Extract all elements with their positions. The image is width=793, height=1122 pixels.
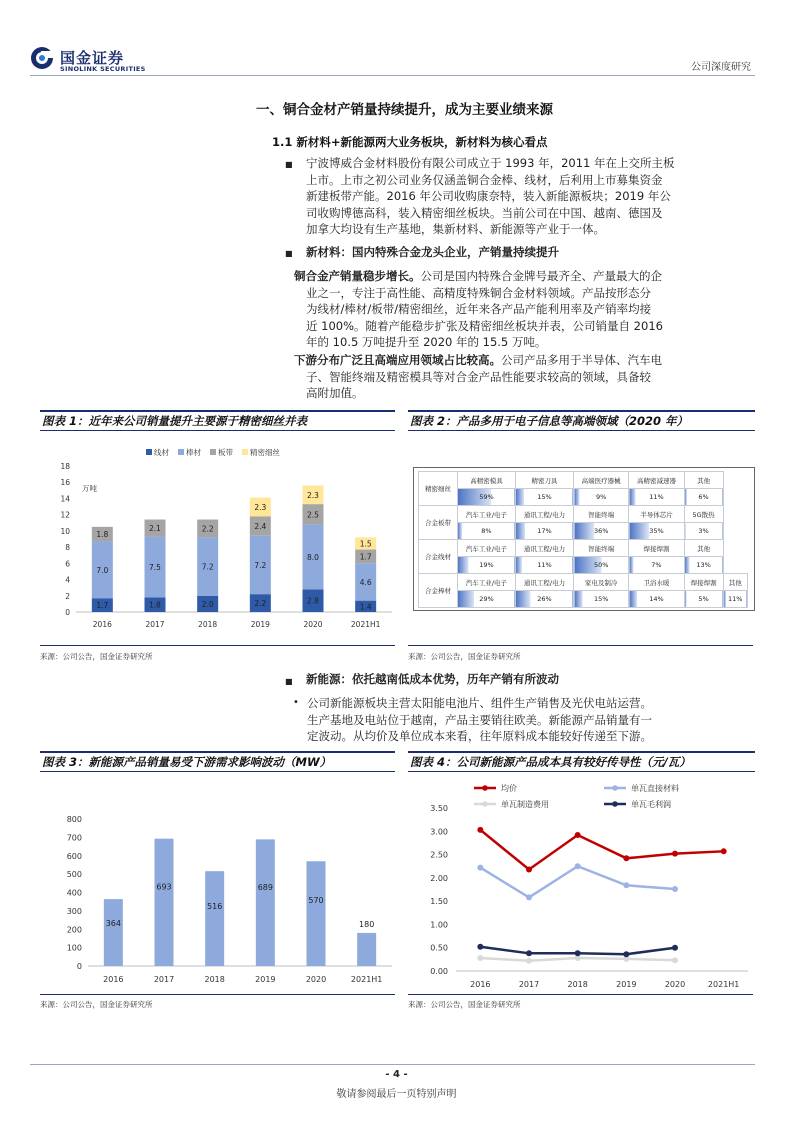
figure-2-source: 来源：公司公告，国金证券研究所 — [408, 652, 521, 661]
share-cell: 6% — [684, 489, 723, 506]
legend-marker — [612, 785, 618, 791]
share-cell: 19% — [457, 557, 515, 574]
intro-line: 新建板带产能。2016 年公司收购康奈特，装入新能源板块；2019 年公 — [306, 189, 671, 204]
application-cell: 通讯工程/电力 — [515, 574, 573, 591]
page-number: - 4 - — [385, 1069, 408, 1080]
application-cell: 高端医疗器械 — [574, 472, 629, 489]
data-label: 7.0 — [96, 565, 109, 575]
application-cell: 通讯工程/电力 — [515, 540, 573, 557]
data-point — [526, 894, 532, 900]
newenergy-heading: 新能源：依托越南低成本优势，历年产销有所波动 — [306, 672, 559, 686]
legend-swatch — [242, 449, 248, 455]
intro-line: 司收购博德高科，装入精密细丝板块。当前公司在中国、越南、德国及 — [306, 205, 663, 220]
x-tick-label: 2019 — [250, 620, 270, 629]
data-point — [575, 950, 581, 956]
data-label: 693 — [156, 882, 172, 892]
data-point — [672, 851, 678, 857]
application-cell: 其他 — [684, 540, 723, 557]
bar — [307, 861, 326, 966]
x-tick-label: 2018 — [567, 980, 588, 989]
data-label: 1.8 — [96, 530, 109, 540]
figure-1-title: 图表 1：近年来公司销量提升主要源于精密细丝并表 — [40, 410, 395, 431]
data-point — [575, 863, 581, 869]
header-divider — [30, 75, 755, 76]
figure-3-chart — [40, 800, 395, 992]
x-tick-label: 2021H1 — [350, 620, 381, 629]
y-tick-label: 0.00 — [430, 967, 448, 976]
data-point — [721, 848, 727, 854]
x-tick-label: 2020 — [305, 975, 327, 984]
y-tick-label: 0.50 — [430, 943, 448, 953]
y-tick-label: 100 — [66, 943, 82, 953]
y-tick-label: 2.50 — [430, 850, 448, 860]
data-label: 2.4 — [254, 522, 267, 532]
data-label: 1.8 — [149, 600, 161, 610]
data-point — [526, 950, 532, 956]
logo-icon — [30, 45, 54, 71]
data-label: 2.2 — [254, 599, 267, 609]
bullet-icon: ■ — [285, 249, 293, 258]
legend-swatch — [178, 449, 184, 455]
subsection-title: 1.1 新材料+新能源两大业务板块，新材料为核心看点 — [272, 135, 548, 149]
share-cell: 26% — [515, 591, 573, 608]
share-cell: 50% — [574, 557, 629, 574]
y-tick-label: 12 — [60, 510, 70, 520]
paragraph-downstream: 下游分布广泛且高端应用领域占比较高。公司产品多用于半导体、汽车电 子、智能终端及精密模具等对合金产品性能要求较高的领域，具备较 高附加值。 — [294, 353, 662, 401]
share-cell: 14% — [629, 591, 684, 608]
paragraph-sales-growth: 铜合金产销量稳步增长。公司是国内特殊合金牌号最齐全、产量最大的企 业之一，专注于高性能、高精度特殊铜合金材料领域。产品按形态分 为线材/棒材/板带/精密细丝，近年来各产品产能利用率及产销率均接 近 100%。随着产能稳步扩张及精密细丝板块并表，公司销量自 2016 年的 10.5 万吨提升至 2020 年的 15.5 万吨。 — [294, 269, 663, 350]
x-tick-label: 2016 — [92, 620, 112, 629]
share-cell: 9% — [574, 489, 629, 506]
intro-line: 宁波博威合金材料股份有限公司成立于 1993 年，2011 年在上交所主板 — [306, 156, 675, 170]
bar — [155, 839, 174, 966]
application-cell: 5G散热 — [684, 506, 723, 523]
y-tick-label: 600 — [66, 851, 82, 861]
figure-2-table-frame — [413, 467, 755, 611]
share-cell: 11% — [723, 591, 747, 608]
data-label: 1.4 — [359, 602, 372, 612]
bullet-icon: ■ — [285, 160, 293, 169]
y-tick-label: 8 — [65, 543, 70, 553]
legend-label: 单瓦毛利润 — [631, 800, 671, 809]
application-cell: 汽车工业/电子 — [457, 506, 515, 523]
y-tick-label: 16 — [60, 478, 70, 488]
share-cell: 17% — [515, 523, 573, 540]
y-tick-label: 300 — [66, 906, 82, 916]
data-label: 4.6 — [359, 577, 372, 587]
share-cell: 11% — [515, 557, 573, 574]
data-label: 7.2 — [254, 560, 267, 570]
data-label: 8.0 — [307, 552, 319, 562]
data-point — [672, 886, 678, 892]
application-cell: 半导体芯片 — [629, 506, 684, 523]
data-point — [623, 855, 629, 861]
data-label: 2.8 — [307, 596, 319, 606]
data-point — [575, 832, 581, 838]
paragraph-new-energy: 公司新能源板块主营太阳能电池片、组件生产销售及光伏电站运营。 生产基地及电站位于越南，产品主要销往欧美。新能源产品销量有一 定波动。从均价及单位成本来看，往年原料成本能较好传递至下游。 — [307, 696, 652, 744]
legend-swatch — [210, 449, 216, 455]
legend-marker — [612, 801, 618, 807]
y-tick-label: 3.50 — [430, 804, 448, 813]
application-cell: 焊接焊割 — [684, 574, 723, 591]
data-label: 364 — [105, 918, 121, 928]
figure-1-source-divider — [40, 645, 395, 646]
application-cell: 智能终端 — [574, 506, 629, 523]
figure-1-source: 来源：公司公告，国金证券研究所 — [40, 652, 153, 661]
share-cell: 5% — [684, 591, 723, 608]
legend-label: 棒材 — [186, 448, 201, 457]
x-tick-label: 2019 — [255, 975, 276, 984]
legend-label: 单瓦制造费用 — [501, 800, 549, 809]
application-cell: 智能终端 — [574, 540, 629, 557]
data-label: 2.2 — [201, 524, 214, 534]
data-label: 180 — [359, 919, 375, 929]
legend-label: 线材 — [154, 448, 169, 457]
application-cell: 卫浴水暖 — [629, 574, 684, 591]
data-label: 1.7 — [359, 552, 372, 562]
x-tick-label: 2021H1 — [707, 980, 740, 989]
data-point — [623, 882, 629, 888]
figure-3-source-divider — [40, 994, 395, 995]
product-cell: 精密细丝 — [419, 472, 458, 506]
share-cell: 8% — [457, 523, 515, 540]
y-tick-label: 18 — [60, 462, 70, 471]
share-cell: 35% — [629, 523, 684, 540]
intro-line: 加拿大均设有生产基地，集新材料、新能源等产业于一体。 — [306, 222, 605, 237]
section-title: 一、铜合金材产销量持续提升，成为主要业绩来源 — [256, 102, 553, 118]
y-tick-label: 2.00 — [430, 873, 448, 883]
data-point — [477, 955, 483, 961]
figure-4-chart — [408, 778, 753, 992]
application-cell: 其他 — [723, 574, 747, 591]
bar — [104, 899, 123, 966]
y-tick-label: 4 — [65, 575, 70, 585]
share-cell: 11% — [629, 489, 684, 506]
y-tick-label: 0 — [76, 962, 82, 971]
intro-line: 上市。上市之初公司业务仅涵盖铜合金棒、线材，后利用上市募集资金 — [306, 172, 663, 187]
application-cell: 通讯工程/电力 — [515, 506, 573, 523]
legend-swatch — [146, 449, 152, 455]
y-tick-label: 700 — [66, 833, 82, 843]
data-point — [526, 866, 532, 872]
product-cell: 合金棒材 — [419, 574, 458, 608]
figure-4-title: 图表 4：公司新能源产品成本具有较好传导性（元/瓦） — [408, 751, 755, 772]
data-label: 516 — [207, 902, 223, 912]
bar — [205, 871, 224, 966]
y-tick-label: 14 — [60, 494, 70, 504]
product-cell: 合金线材 — [419, 540, 458, 574]
legend-label: 精密细丝 — [250, 448, 280, 457]
logo-text-cn: 国金证券 — [60, 49, 125, 67]
figure-3-title: 图表 3：新能源产品销量易受下游需求影响波动（MW） — [40, 751, 395, 772]
data-point — [477, 827, 483, 833]
intro-paragraph — [306, 155, 754, 238]
data-label: 2.3 — [307, 490, 319, 500]
data-label: 7.5 — [149, 562, 161, 572]
data-point — [477, 944, 483, 950]
legend-label: 单瓦直接材料 — [631, 784, 679, 793]
share-cell: 29% — [457, 591, 515, 608]
y-tick-label: 200 — [66, 925, 82, 935]
x-tick-label: 2018 — [198, 620, 218, 629]
y-tick-label: 0 — [65, 608, 70, 617]
y-axis-unit: 万吨 — [82, 484, 97, 494]
data-point — [477, 865, 483, 871]
series-line — [480, 866, 675, 897]
footer-disclaimer: 敬请参阅最后一页特别声明 — [336, 1089, 457, 1100]
y-tick-label: 500 — [66, 870, 82, 880]
share-cell: 3% — [684, 523, 723, 540]
share-cell: 15% — [574, 591, 629, 608]
data-point — [672, 945, 678, 951]
data-label: 2.0 — [201, 599, 214, 609]
series-line — [480, 830, 723, 870]
data-label: 1.5 — [359, 539, 372, 549]
legend-label: 板带 — [218, 448, 233, 457]
y-tick-label: 400 — [66, 888, 82, 898]
application-cell: 汽车工业/电子 — [457, 540, 515, 557]
paragraph-lead: 下游分布广泛且高端应用领域占比较高。 — [294, 353, 501, 367]
x-tick-label: 2016 — [470, 980, 491, 989]
figure-2-source-divider — [408, 645, 753, 646]
x-tick-label: 2017 — [145, 620, 165, 629]
paragraph-lead: 铜合金产销量稳步增长。 — [294, 269, 421, 283]
legend-marker — [482, 785, 488, 791]
share-cell: 59% — [457, 489, 515, 506]
bullet-icon: • — [293, 697, 299, 708]
newmat-heading: 新材料：国内特殊合金龙头企业，产销量持续提升 — [306, 245, 559, 259]
logo-text-en: SINOLINK SECURITIES — [60, 65, 146, 73]
product-cell: 合金板带 — [419, 506, 458, 540]
data-label: 2.1 — [149, 524, 161, 534]
share-cell: 36% — [574, 523, 629, 540]
application-cell: 汽车工业/电子 — [457, 574, 515, 591]
report-type: 公司深度研究 — [691, 62, 751, 73]
application-cell: 其他 — [684, 472, 723, 489]
figure-4-source: 来源：公司公告，国金证券研究所 — [408, 1000, 521, 1009]
share-cell: 15% — [515, 489, 573, 506]
footer-divider — [30, 1064, 755, 1065]
data-label: 689 — [257, 883, 273, 893]
figure-4-source-divider — [408, 994, 753, 995]
application-cell: 精密刀具 — [515, 472, 573, 489]
legend-marker — [482, 801, 488, 807]
data-label: 2.3 — [254, 502, 267, 512]
x-tick-label: 2016 — [103, 975, 124, 984]
y-tick-label: 800 — [66, 815, 82, 824]
application-cell: 家电及制冷 — [574, 574, 629, 591]
x-tick-label: 2017 — [153, 975, 175, 984]
data-point — [526, 958, 532, 964]
y-tick-label: 3.00 — [430, 827, 448, 837]
figure-1-chart — [40, 438, 395, 638]
application-cell: 高精密减速器 — [629, 472, 684, 489]
x-tick-label: 2018 — [204, 975, 225, 984]
y-tick-label: 1.50 — [430, 897, 448, 907]
y-tick-label: 1.00 — [430, 920, 448, 930]
share-cell: 7% — [629, 557, 684, 574]
x-tick-label: 2021H1 — [350, 975, 383, 984]
figure-2-title: 图表 2：产品多用于电子信息等高端领域（2020 年） — [408, 410, 755, 431]
application-cell: 焊接焊割 — [629, 540, 684, 557]
share-cell: 13% — [684, 557, 723, 574]
data-label: 1.7 — [96, 601, 109, 611]
y-tick-label: 6 — [65, 559, 70, 569]
figure-2-table — [418, 471, 748, 608]
data-point — [672, 957, 678, 963]
data-label: 570 — [308, 896, 324, 906]
x-tick-label: 2017 — [518, 980, 540, 989]
bar — [357, 933, 376, 966]
legend-label: 均价 — [501, 784, 517, 793]
x-tick-label: 2020 — [664, 980, 686, 989]
data-label: 2.5 — [307, 510, 319, 520]
y-tick-label: 10 — [60, 526, 70, 536]
y-tick-label: 2 — [65, 591, 70, 601]
figure-3-source: 来源：公司公告，国金证券研究所 — [40, 1000, 153, 1009]
data-label: 7.2 — [201, 562, 214, 572]
bar — [256, 839, 275, 966]
x-tick-label: 2020 — [303, 620, 323, 629]
x-tick-label: 2019 — [616, 980, 637, 989]
data-point — [623, 951, 629, 957]
bullet-icon: ■ — [285, 677, 293, 686]
application-cell: 高精密模具 — [457, 472, 515, 489]
